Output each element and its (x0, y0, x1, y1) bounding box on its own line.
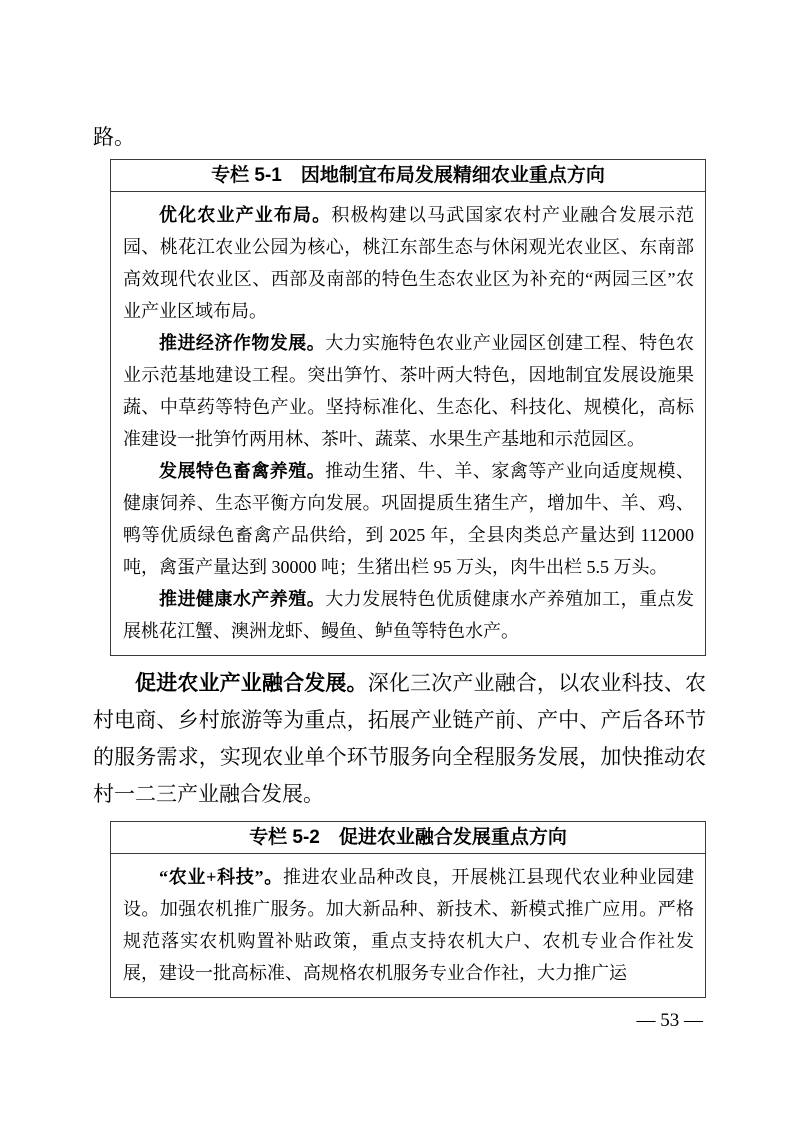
intro-text: 路。 (93, 125, 135, 149)
panel-5-2-body (111, 854, 705, 997)
panel-5-2-paragraph-1 (123, 861, 694, 989)
paragraph-text: 大力实施特色农业产业园区创建工程、特色农业示范基地建设工程。突出笋竹、茶叶两大特色，因地制宜发展设施果蔬、中草药等特色产业。坚持标准化、生态化、科技化、规模化，高标准建设一批笋竹两用林、茶叶、蔬菜、水果生产基地和示范园区。 (123, 333, 695, 449)
body-paragraph (93, 665, 706, 813)
paragraph-text: 推进农业品种改良，开展桃江县现代农业种业园建设。加强农机推广服务。加大新品种、新技术、新模式推广应用。严格规范落实农机购置补贴政策，重点支持农机大户、农机专业合作社发展，建设一批高标准、高规格农机服务专业合作社，大力推广运 (123, 867, 694, 983)
paragraph-text: 积极构建以马武国家农村产业融合发展示范园、桃花江农业公园为核心，桃江东部生态与休闲观光农业区、东南部高效现代农业区、西部及南部的特色生态农业区为补充的“两园三区”农业产业区域布局。 (123, 205, 695, 321)
panel-5-1-paragraph-3 (123, 455, 694, 583)
paragraph-lead: 发展特色畜禽养殖。 (159, 461, 326, 481)
paragraph-text: 大力发展特色优质健康水产养殖加工，重点发展桃花江蟹、澳洲龙虾、鳗鱼、鲈鱼等特色水产。 (123, 589, 695, 641)
panel-5-2-title: 专栏 5-2 促进农业融合发展重点方向 (111, 822, 705, 854)
panel-5-1-paragraph-2 (123, 327, 694, 455)
panel-5-1-title: 专栏 5-1 因地制宜布局发展精细农业重点方向 (111, 160, 705, 192)
panel-5-1-paragraph-1 (123, 199, 694, 327)
panel-5-1-body (111, 192, 705, 655)
paragraph-lead: 推进经济作物发展。 (159, 333, 326, 353)
panel-5-1-paragraph-4 (123, 583, 694, 647)
page-number: — 53 — (636, 1010, 703, 1031)
paragraph-lead: “农业+科技”。 (159, 867, 283, 887)
paragraph-lead: 推进健康水产养殖。 (159, 589, 326, 609)
paragraph-text: 推动生猪、牛、羊、家禽等产业向适度规模、健康饲养、生态平衡方向发展。巩固提质生猪生产，增加牛、羊、鸡、鸭等优质绿色畜禽产品供给，到 2025 年，全县肉类总产量达到 112000 吨，禽蛋产量达到 30000 吨；生猪出栏 95 万头，肉牛出栏 5.5 万头。 (123, 461, 695, 577)
panel-5-1 (110, 159, 706, 656)
panel-5-2 (110, 821, 706, 998)
paragraph-lead: 促进农业产业融合发展。 (135, 671, 368, 695)
paragraph-text: 深化三次产业融合，以农业科技、农村电商、乡村旅游等为重点，拓展产业链产前、产中、产后各环节的服务需求，实现农业单个环节服务向全程服务发展，加快推动农村一二三产业融合发展。 (93, 671, 707, 806)
paragraph-lead: 优化农业产业布局。 (159, 205, 332, 225)
page-content (93, 122, 706, 998)
